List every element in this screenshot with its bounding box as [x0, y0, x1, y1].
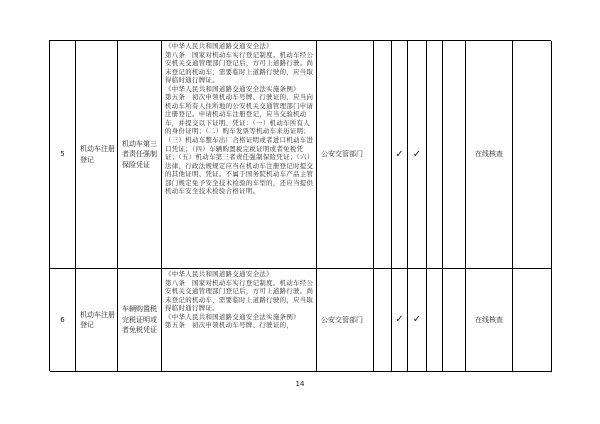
legal-basis: [162, 269, 317, 372]
basis-paragraph: 《中华人民共和国道路交通安全法》: [165, 270, 273, 278]
basis-paragraph: 《中华人民共和国道路交通安全法实施条例》: [165, 84, 300, 93]
empty-cell: [443, 41, 466, 269]
remark-cell: [513, 269, 552, 372]
check-mark: ✓: [408, 269, 427, 372]
basis-paragraph: 《中华人民共和国道路交通安全法实施条例》: [165, 312, 300, 321]
basis-paragraph: 第五条 初次申领机动车号牌、行驶证的，应当向机动车所有人住所地的公安机关交通管理部门申请注册登记。申请机动车注册登记，应当交验机动车，并提交以下证明、凭证：（一）机动车所有人的身份证明；（二）购车发票等机动车来历证明；（三）机动车整车出厂合格证明或者进口机动车进口凭证；（四）车辆购置税完税证明或者免税凭证；（五）机动车第三者责任强制保险凭证；（六）法律、行政法规规定应当在机动车注册登记时提交的其他证明、凭证。不属于国务院机动车产品主管部门规定免予安全技术检验的车型的，还应当提供机动车安全技术检验合格证明。: [165, 93, 314, 196]
check-cell: [374, 269, 392, 372]
department: 公安交管部门: [317, 269, 374, 372]
row-index: 5: [50, 41, 76, 269]
basis-paragraph: 第五条 初次申领机动车号牌、行驶证的，: [165, 321, 294, 330]
verify-method: 在线核查: [466, 41, 513, 269]
check-cell: [427, 269, 443, 372]
basis-paragraph: 第八条 国家对机动车实行登记制度。机动车经公安机关交通管理部门登记后，方可上道路行驶。尚未登记的机动车，需要临时上道路行驶的，应当取得临时通行牌证。: [165, 278, 314, 313]
verify-method: 在线核查: [466, 269, 513, 372]
item-name: 机动车注册登记: [76, 41, 118, 269]
material-table: [49, 40, 551, 371]
material-name: 机动车第三者责任强制保险凭证: [118, 41, 162, 269]
check-cell: [427, 41, 443, 269]
basis-paragraph: 《中华人民共和国道路交通安全法》: [165, 42, 273, 50]
page-number: 14: [295, 380, 305, 388]
row-index: 6: [50, 269, 76, 372]
check-mark: ✓: [408, 41, 427, 269]
basis-paragraph: 第八条 国家对机动车实行登记制度。机动车经公安机关交通管理部门登记后，方可上道路行驶。尚未登记的机动车，需要临时上道路行驶的，应当取得临时通行牌证。: [165, 50, 314, 85]
check-cell: [374, 41, 392, 269]
item-name: 机动车注册登记: [76, 269, 118, 372]
material-name: 车辆购置税完税证明或者免税凭证: [118, 269, 162, 372]
remark-cell: [513, 41, 552, 269]
legal-basis: [162, 41, 317, 269]
department: 公安交管部门: [317, 41, 374, 269]
empty-cell: [443, 269, 466, 372]
check-mark: ✓: [392, 269, 408, 372]
check-mark: ✓: [392, 41, 408, 269]
